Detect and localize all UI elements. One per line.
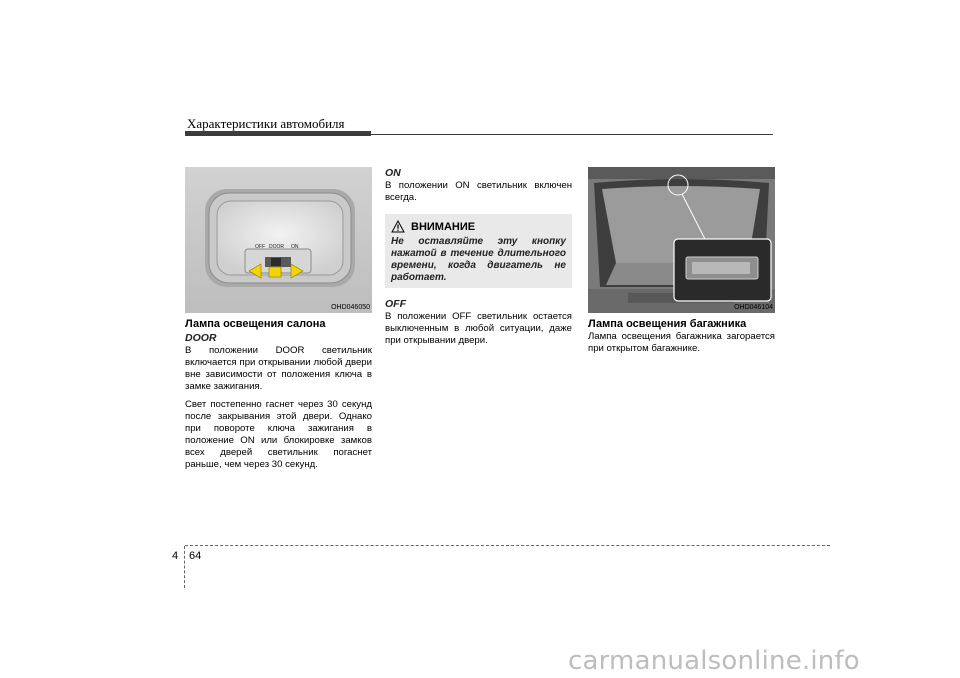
subheading-off: OFF (385, 298, 406, 310)
header-rule (371, 134, 773, 135)
warning-header (391, 220, 566, 233)
figure-code: OHD046104 (734, 304, 773, 311)
section-title-interior-lamp: Лампа освещения салона (185, 318, 326, 330)
column-interior-lamp (185, 167, 372, 471)
page-number: 64 (189, 550, 202, 562)
section-title-trunk-lamp: Лампа освещения багажника (588, 318, 747, 330)
switch-label-door: DOOR (269, 244, 284, 250)
warning-box (385, 214, 572, 288)
warning-title: ВНИМАНИЕ (411, 220, 476, 233)
interior-lamp-illustration (185, 167, 372, 313)
interior-lamp-figure (185, 167, 372, 313)
paragraph-trunk: Лампа освещения багажника загорается при открытом багажнике. (588, 331, 775, 354)
chapter-number: 4 (172, 550, 179, 562)
header-bar (185, 131, 371, 136)
warning-triangle-icon (391, 220, 405, 233)
paragraph-door-2: Свет постепенно гаснет через 30 секунд после закрывания этой двери. Однако при повороте ключа зажигания в положение ON или блокировке замков всех дверей светильник погаснет раньше, чем через 30 секунд. (185, 399, 372, 470)
column-trunk-lamp (588, 167, 775, 355)
paragraph-off: В положении OFF светильник остается выключенным в любой ситуации, даже при открывании двери. (385, 311, 572, 346)
column-on-off (385, 167, 572, 347)
paragraph-door-1: В положении DOOR светильник включается при открывании любой двери вне зависимости от положения ключа в замке зажигания. (185, 345, 372, 392)
footer-rule (185, 545, 830, 546)
subheading-door: DOOR (185, 332, 217, 344)
watermark[interactable]: carmanualsonline.info (568, 646, 860, 676)
paragraph-on: В положении ON светильник включен всегда. (385, 180, 572, 203)
subheading-on: ON (385, 167, 401, 179)
switch-label-on: ON (291, 244, 299, 250)
trunk-lamp-figure (588, 167, 775, 313)
trunk-illustration (588, 167, 775, 313)
warning-text: Не оставляйте эту кнопку нажатой в течение длительного времени, когда двигатель не работает. (391, 236, 566, 283)
footer-vertical-rule (184, 546, 185, 588)
header-title: Характеристики автомобиля (187, 116, 345, 131)
switch-label-off: OFF (255, 244, 265, 250)
figure-code: OHD046050 (331, 304, 370, 311)
